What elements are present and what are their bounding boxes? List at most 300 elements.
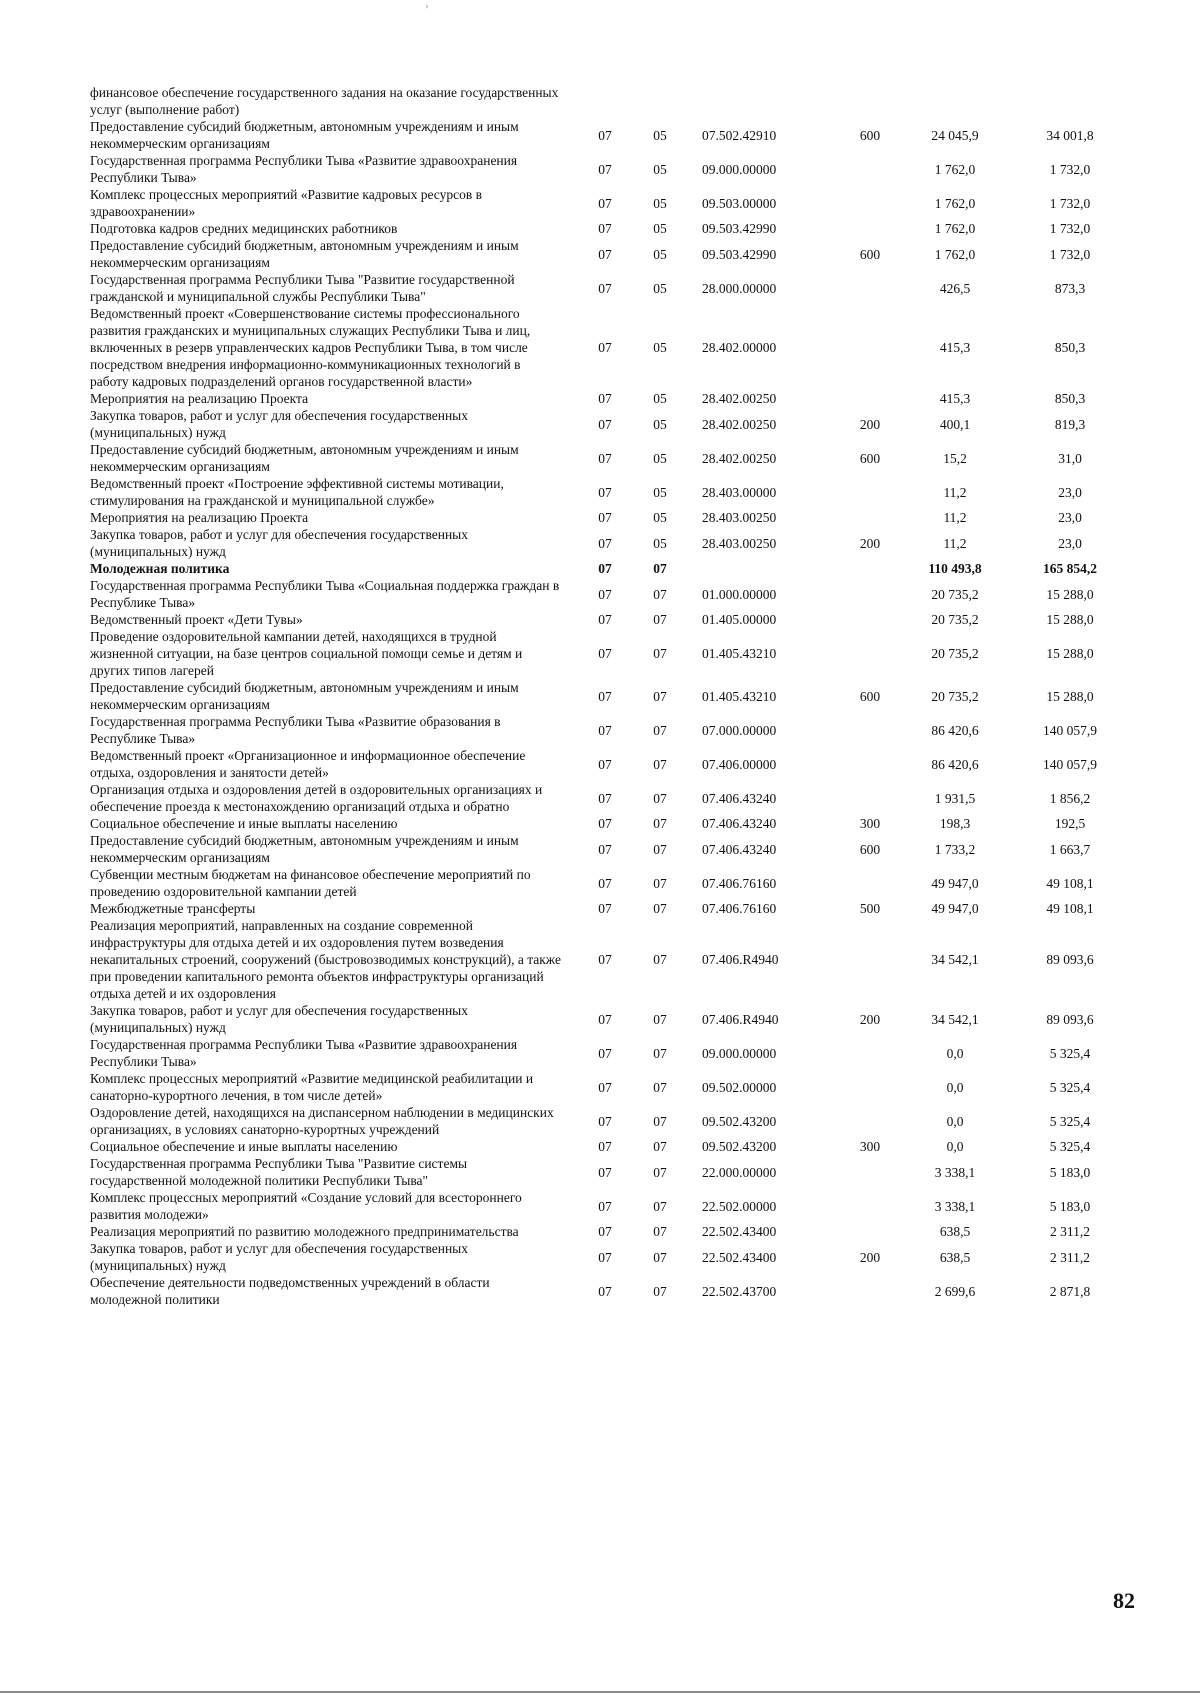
row-name: Реализация мероприятий, направленных на создание современной инфраструктуры для отдыха детей и их оздоровления путем возведения некапитальных строений, сооружений (быстровозводимых конструкций), а также при проведении капитального ремонта объектов инфраструктуры организаций отдыха детей и их оздоровления: [90, 918, 561, 1001]
section-code: 07: [598, 416, 612, 432]
table-row: [90, 475, 1130, 509]
target-article-code: 07.406.00000: [702, 756, 777, 772]
target-article-code: 28.403.00250: [702, 510, 777, 525]
row-name: Предоставление субсидий бюджетным, автономным учреждениям и иным некоммерческим организациям: [90, 833, 519, 865]
amount-year-1: 0,0: [946, 1045, 964, 1061]
subsection-code: 07: [653, 1079, 667, 1095]
target-article-code: 07.406.43240: [702, 816, 777, 831]
expense-type-code: 500: [859, 901, 881, 916]
table-row: [90, 1002, 1130, 1036]
target-article-code: 07.406.43240: [702, 841, 777, 857]
section-code: 07: [598, 612, 612, 627]
amount-year-1: [900, 84, 1010, 118]
subsection-code: 05: [653, 535, 667, 551]
row-name: Проведение оздоровительной кампании детей, находящихся в трудной жизненной ситуации, на базе центров социальной помощи семье и детям и других типов лагерей: [90, 629, 523, 678]
target-article-code: 07.406.76160: [702, 875, 777, 891]
row-name: Мероприятия на реализацию Проекта: [90, 510, 309, 525]
subsection-code: 05: [653, 510, 667, 525]
subsection-code: 07: [653, 1249, 667, 1265]
row-name: Молодежная политика: [90, 561, 230, 576]
expense-type-code: 600: [859, 450, 881, 466]
expense-type-code: [840, 390, 900, 407]
expense-type-code: [840, 305, 900, 390]
expense-type-code: [840, 917, 900, 1002]
subsection-code: 05: [653, 416, 667, 432]
target-article-code: 09.503.42990: [702, 221, 777, 236]
target-article-code: 07.406.R4940: [702, 1011, 779, 1027]
row-name: Государственная программа Республики Тыва «Развитие здравоохранения Республики Тыва»: [90, 1037, 518, 1069]
amount-year-1: 20 735,2: [931, 612, 979, 627]
amount-year-2: 5 183,0: [1049, 1198, 1091, 1214]
row-name: Закупка товаров, работ и услуг для обеспечения государственных (муниципальных) нужд: [90, 408, 469, 440]
amount-year-1: 0,0: [946, 1113, 964, 1129]
section-code: 07: [598, 586, 612, 602]
subsection-code: 07: [653, 901, 667, 916]
amount-year-2: 140 057,9: [1043, 756, 1097, 772]
target-article-code: [690, 84, 840, 118]
amount-year-2: 15 288,0: [1046, 646, 1094, 661]
subsection-code: 05: [653, 161, 667, 177]
target-article-code: 01.405.43210: [702, 646, 777, 661]
target-article-code: 09.502.00000: [702, 1079, 777, 1095]
row-name: Предоставление субсидий бюджетным, автономным учреждениям и иным некоммерческим организациям: [90, 119, 519, 151]
section-code: [580, 84, 630, 118]
amount-year-1: 1 733,2: [934, 841, 976, 857]
subsection-code: 05: [653, 195, 667, 211]
subsection-code: 07: [653, 1113, 667, 1129]
section-code: 07: [598, 246, 612, 262]
row-name: Обеспечение деятельности подведомственных учреждений в области молодежной политики: [90, 1275, 490, 1307]
table-row: [90, 1155, 1130, 1189]
target-article-code: 28.402.00250: [702, 450, 777, 466]
expense-type-code: [840, 1155, 900, 1189]
subsection-code: 07: [653, 1139, 667, 1154]
table-row: [90, 1274, 1130, 1308]
amount-year-2: 89 093,6: [1046, 952, 1094, 967]
row-name: Предоставление субсидий бюджетным, автономным учреждениям и иным некоммерческим организациям: [90, 680, 519, 712]
target-article-code: 28.000.00000: [702, 280, 777, 296]
amount-year-2: 192,5: [1054, 816, 1086, 831]
amount-year-2: 2 871,8: [1049, 1283, 1091, 1299]
row-name: Социальное обеспечение и иные выплаты населению: [90, 816, 398, 831]
row-name: Закупка товаров, работ и услуг для обеспечения государственных (муниципальных) нужд: [90, 527, 469, 559]
expense-type-code: [840, 271, 900, 305]
amount-year-1: 0,0: [946, 1139, 964, 1154]
target-article-code: 07.502.42910: [702, 127, 777, 143]
section-code: 07: [598, 195, 612, 211]
subsection-code: 07: [653, 722, 667, 738]
table-row: [90, 560, 1130, 577]
target-article-code: 22.502.00000: [702, 1198, 777, 1214]
amount-year-2: 5 325,4: [1049, 1079, 1091, 1095]
amount-year-1: 49 947,0: [931, 875, 979, 891]
amount-year-1: 3 338,1: [934, 1164, 976, 1180]
amount-year-1: 110 493,8: [928, 561, 982, 576]
expense-type-code: [840, 1189, 900, 1223]
table-row: [90, 1138, 1130, 1155]
table-row: [90, 220, 1130, 237]
section-code: 07: [598, 221, 612, 236]
section-code: 07: [598, 1164, 612, 1180]
amount-year-2: 5 325,4: [1049, 1113, 1091, 1129]
subsection-code: 07: [653, 1198, 667, 1214]
section-code: 07: [598, 391, 612, 406]
row-name: Межбюджетные трансферты: [90, 901, 256, 916]
amount-year-2: 49 108,1: [1046, 901, 1094, 916]
amount-year-1: 86 420,6: [931, 722, 979, 738]
target-article-code: 28.402.00250: [702, 416, 777, 432]
amount-year-2: 23,0: [1058, 484, 1082, 500]
table-row: [90, 526, 1130, 560]
amount-year-2: 2 311,2: [1050, 1224, 1090, 1239]
expense-type-code: [840, 560, 900, 577]
target-article-code: 09.000.00000: [702, 161, 777, 177]
expense-type-code: [840, 611, 900, 628]
amount-year-1: 415,3: [939, 391, 971, 406]
amount-year-1: 0,0: [946, 1079, 964, 1095]
table-row: [90, 866, 1130, 900]
subsection-code: 07: [653, 790, 667, 806]
row-name: Закупка товаров, работ и услуг для обеспечения государственных (муниципальных) нужд: [90, 1241, 469, 1273]
section-code: 07: [598, 561, 612, 576]
target-article-code: [690, 560, 840, 577]
amount-year-1: 24 045,9: [931, 127, 979, 143]
amount-year-2: 140 057,9: [1043, 722, 1097, 738]
expense-type-code: 300: [859, 1139, 881, 1154]
target-article-code: 09.000.00000: [702, 1045, 777, 1061]
amount-year-1: 1 762,0: [934, 195, 976, 211]
subsection-code: 05: [653, 391, 667, 406]
subsection-code: 07: [653, 952, 667, 967]
table-row: [90, 679, 1130, 713]
table-row: [90, 1036, 1130, 1070]
amount-year-1: 1 931,5: [934, 790, 976, 806]
section-code: 07: [598, 535, 612, 551]
table-row: [90, 118, 1130, 152]
section-code: 07: [598, 510, 612, 525]
row-name: Государственная программа Республики Тыва «Развитие здравоохранения Республики Тыва»: [90, 153, 518, 185]
row-name: Предоставление субсидий бюджетным, автономным учреждениям и иным некоммерческим организациям: [90, 442, 519, 474]
table-row: [90, 1070, 1130, 1104]
amount-year-2: 31,0: [1058, 450, 1082, 466]
target-article-code: 28.403.00250: [702, 535, 777, 551]
section-code: 07: [598, 875, 612, 891]
expense-type-code: [840, 1036, 900, 1070]
section-code: 07: [598, 1224, 612, 1239]
target-article-code: 28.402.00250: [702, 391, 777, 406]
amount-year-1: 400,1: [939, 416, 971, 432]
section-code: 07: [598, 1198, 612, 1214]
row-name: Оздоровление детей, находящихся на диспансерном наблюдении в медицинских организациях, в условиях санаторно-курортных учреждений: [90, 1105, 554, 1137]
amount-year-1: 20 735,2: [931, 646, 979, 661]
budget-table: [90, 84, 1130, 1308]
expense-type-code: [840, 509, 900, 526]
subsection-code: [630, 84, 690, 118]
table-row: [90, 1104, 1130, 1138]
target-article-code: 28.402.00000: [702, 340, 777, 355]
expense-type-code: 600: [859, 841, 881, 857]
expense-type-code: 600: [859, 246, 881, 262]
amount-year-2: 23,0: [1058, 510, 1082, 525]
amount-year-2: 165 854,2: [1043, 561, 1097, 576]
section-code: 07: [598, 450, 612, 466]
subsection-code: 05: [653, 246, 667, 262]
amount-year-1: 11,2: [943, 510, 967, 525]
target-article-code: 28.403.00000: [702, 484, 777, 500]
amount-year-2: 1 732,0: [1049, 246, 1091, 262]
section-code: 07: [598, 1045, 612, 1061]
expense-type-code: [840, 1274, 900, 1308]
amount-year-2: 15 288,0: [1046, 612, 1094, 627]
amount-year-2: 1 663,7: [1049, 841, 1091, 857]
expense-type-code: [840, 628, 900, 679]
row-name: Мероприятия на реализацию Проекта: [90, 391, 309, 406]
page-number: 82: [1113, 1588, 1135, 1613]
amount-year-1: 15,2: [943, 450, 967, 466]
row-name: Государственная программа Республики Тыва "Развитие системы государственной молодежной политики Республики Тыва": [90, 1156, 468, 1188]
amount-year-1: 3 338,1: [934, 1198, 976, 1214]
subsection-code: 05: [653, 340, 667, 355]
expense-type-code: [840, 1070, 900, 1104]
subsection-code: 05: [653, 484, 667, 500]
row-name: Подготовка кадров средних медицинских работников: [90, 221, 398, 236]
row-name: Государственная программа Республики Тыва "Развитие государственной гражданской и муниципальной службы Республики Тыва": [90, 272, 515, 304]
amount-year-2: 15 288,0: [1046, 688, 1094, 704]
section-code: 07: [598, 1113, 612, 1129]
row-name: Комплекс процессных мероприятий «Развитие медицинской реабилитации и санаторно-курортного лечения, в том числе детей»: [90, 1071, 534, 1103]
section-code: 07: [598, 688, 612, 704]
section-code: 07: [598, 816, 612, 831]
table-row: [90, 832, 1130, 866]
row-name: Социальное обеспечение и иные выплаты населению: [90, 1139, 398, 1154]
section-code: 07: [598, 127, 612, 143]
row-name: Организация отдыха и оздоровления детей в оздоровительных организациях и обеспечение проезда к местонахождению организаций отдыха и обратно: [90, 782, 543, 814]
expense-type-code: [840, 220, 900, 237]
budget-table-body: [90, 84, 1130, 1308]
target-article-code: 01.405.43210: [702, 688, 777, 704]
expense-type-code: [840, 1104, 900, 1138]
subsection-code: 07: [653, 646, 667, 661]
amount-year-2: 5 325,4: [1049, 1045, 1091, 1061]
expense-type-code: 200: [859, 416, 881, 432]
amount-year-1: 638,5: [939, 1224, 971, 1239]
target-article-code: 01.405.00000: [702, 612, 777, 627]
table-row: [90, 781, 1130, 815]
expense-type-code: [840, 713, 900, 747]
amount-year-2: 873,3: [1054, 280, 1086, 296]
expense-type-code: [840, 577, 900, 611]
target-article-code: 22.000.00000: [702, 1164, 777, 1180]
row-name: Комплекс процессных мероприятий «Создание условий для всестороннего развития молодежи»: [90, 1190, 522, 1222]
amount-year-1: 20 735,2: [931, 586, 979, 602]
target-article-code: 07.406.43240: [702, 790, 777, 806]
subsection-code: 05: [653, 450, 667, 466]
amount-year-2: 5 183,0: [1049, 1164, 1091, 1180]
subsection-code: 07: [653, 756, 667, 772]
target-article-code: 22.502.43700: [702, 1283, 777, 1299]
expense-type-code: 200: [859, 1249, 881, 1265]
bottom-rule: [0, 1691, 1200, 1693]
subsection-code: 05: [653, 280, 667, 296]
section-code: 07: [598, 756, 612, 772]
table-row: [90, 577, 1130, 611]
row-name: Комплекс процессных мероприятий «Развитие кадровых ресурсов в здравоохранении»: [90, 187, 482, 219]
expense-type-code: 300: [859, 816, 881, 831]
target-article-code: 07.406.76160: [702, 901, 777, 916]
section-code: 07: [598, 901, 612, 916]
row-name: финансовое обеспечение государственного задания на оказание государственных услуг (выполнение работ): [90, 85, 559, 117]
subsection-code: 05: [653, 127, 667, 143]
amount-year-1: 34 542,1: [931, 952, 979, 967]
expense-type-code: [840, 747, 900, 781]
section-code: 07: [598, 790, 612, 806]
table-row: [90, 237, 1130, 271]
target-article-code: 22.502.43400: [702, 1224, 777, 1239]
subsection-code: 07: [653, 1224, 667, 1239]
row-name: Ведомственный проект «Совершенствование системы профессионального развития гражданских и муниципальных служащих Республики Тыва и лиц, включенных в резерв управленческих кадров Республики Тыва, в том числе посредством внедрения информационно-коммуникационных технологий в работу кадровых подразделений органов государственной власти»: [90, 306, 531, 389]
expense-type-code: [840, 152, 900, 186]
table-row: [90, 713, 1130, 747]
subsection-code: 07: [653, 688, 667, 704]
amount-year-1: 1 762,0: [934, 161, 976, 177]
table-row: [90, 271, 1130, 305]
table-row: [90, 441, 1130, 475]
table-row: [90, 305, 1130, 390]
amount-year-1: 1 762,0: [934, 246, 976, 262]
table-row: [90, 186, 1130, 220]
amount-year-2: 1 732,0: [1049, 221, 1091, 236]
section-code: 07: [598, 1139, 612, 1154]
table-row: [90, 917, 1130, 1002]
row-name: Ведомственный проект «Построение эффективной системы мотивации, стимулирования на гражданской и муниципальной службе»: [90, 476, 504, 508]
amount-year-1: 2 699,6: [934, 1283, 976, 1299]
table-row: [90, 152, 1130, 186]
subsection-code: 07: [653, 1011, 667, 1027]
target-article-code: 22.502.43400: [702, 1249, 777, 1265]
table-row: [90, 84, 1130, 118]
table-row: [90, 407, 1130, 441]
target-article-code: 07.406.R4940: [702, 952, 779, 967]
expense-type-code: [840, 1223, 900, 1240]
amount-year-2: 850,3: [1054, 391, 1086, 406]
expense-type-code: 200: [859, 1011, 881, 1027]
table-row: [90, 1189, 1130, 1223]
section-code: 07: [598, 722, 612, 738]
scan-mark: ›: [425, 0, 429, 12]
table-row: [90, 747, 1130, 781]
amount-year-1: 49 947,0: [931, 901, 979, 916]
subsection-code: 07: [653, 816, 667, 831]
expense-type-code: [840, 866, 900, 900]
amount-year-2: 15 288,0: [1046, 586, 1094, 602]
section-code: 07: [598, 646, 612, 661]
amount-year-1: 198,3: [939, 816, 971, 831]
table-row: [90, 611, 1130, 628]
target-article-code: 09.503.42990: [702, 246, 777, 262]
amount-year-1: 34 542,1: [931, 1011, 979, 1027]
row-name: Предоставление субсидий бюджетным, автономным учреждениям и иным некоммерческим организациям: [90, 238, 519, 270]
expense-type-code: 600: [859, 127, 881, 143]
target-article-code: 09.502.43200: [702, 1113, 777, 1129]
row-name: Государственная программа Республики Тыва «Развитие образования в Республике Тыва»: [90, 714, 501, 746]
amount-year-2: 23,0: [1058, 535, 1082, 551]
expense-type-code: 600: [859, 688, 881, 704]
section-code: 07: [598, 484, 612, 500]
target-article-code: 09.503.00000: [702, 195, 777, 211]
amount-year-2: 1 732,0: [1049, 161, 1091, 177]
subsection-code: 07: [653, 841, 667, 857]
expense-type-code: [840, 781, 900, 815]
section-code: 07: [598, 1079, 612, 1095]
section-code: 07: [598, 340, 612, 355]
section-code: 07: [598, 1011, 612, 1027]
row-name: Ведомственный проект «Организационное и информационное обеспечение отдыха, оздоровления и занятости детей»: [90, 748, 526, 780]
subsection-code: 07: [653, 1283, 667, 1299]
row-name: Государственная программа Республики Тыва «Социальная поддержка граждан в Республике Тыва»: [90, 578, 560, 610]
table-row: [90, 628, 1130, 679]
row-name: Закупка товаров, работ и услуг для обеспечения государственных (муниципальных) нужд: [90, 1003, 469, 1035]
row-name: Реализация мероприятий по развитию молодежного предпринимательства: [90, 1224, 519, 1239]
amount-year-1: 11,2: [943, 484, 967, 500]
table-row: [90, 900, 1130, 917]
amount-year-2: 49 108,1: [1046, 875, 1094, 891]
expense-type-code: [840, 475, 900, 509]
amount-year-2: 2 311,2: [1050, 1249, 1090, 1265]
subsection-code: 07: [653, 561, 667, 576]
amount-year-1: 86 420,6: [931, 756, 979, 772]
section-code: 07: [598, 1249, 612, 1265]
subsection-code: 07: [653, 586, 667, 602]
expense-type-code: [840, 186, 900, 220]
amount-year-2: 850,3: [1054, 340, 1086, 355]
amount-year-2: 1 856,2: [1049, 790, 1091, 806]
row-name: Ведомственный проект «Дети Тувы»: [90, 612, 303, 627]
expense-type-code: 200: [859, 535, 881, 551]
subsection-code: 07: [653, 1045, 667, 1061]
amount-year-2: 1 732,0: [1049, 195, 1091, 211]
amount-year-1: 638,5: [939, 1249, 971, 1265]
amount-year-2: [1010, 84, 1130, 118]
section-code: 07: [598, 1283, 612, 1299]
table-row: [90, 390, 1130, 407]
target-article-code: 01.000.00000: [702, 586, 777, 602]
amount-year-2: 5 325,4: [1049, 1139, 1091, 1154]
table-row: [90, 1240, 1130, 1274]
subsection-code: 05: [653, 221, 667, 236]
table-row: [90, 1223, 1130, 1240]
target-article-code: 07.000.00000: [702, 722, 777, 738]
section-code: 07: [598, 841, 612, 857]
target-article-code: 09.502.43200: [702, 1139, 777, 1154]
section-code: 07: [598, 161, 612, 177]
subsection-code: 07: [653, 612, 667, 627]
section-code: 07: [598, 952, 612, 967]
amount-year-1: 426,5: [939, 280, 971, 296]
expense-type-code: [840, 84, 900, 118]
amount-year-1: 1 762,0: [934, 221, 976, 236]
amount-year-2: 89 093,6: [1046, 1011, 1094, 1027]
amount-year-1: 11,2: [943, 535, 967, 551]
section-code: 07: [598, 280, 612, 296]
subsection-code: 07: [653, 875, 667, 891]
subsection-code: 07: [653, 1164, 667, 1180]
amount-year-1: 20 735,2: [931, 688, 979, 704]
amount-year-2: 34 001,8: [1046, 127, 1094, 143]
table-row: [90, 509, 1130, 526]
row-name: Субвенции местным бюджетам на финансовое обеспечение мероприятий по проведению оздоровительной кампании детей: [90, 867, 531, 899]
amount-year-2: 819,3: [1054, 416, 1086, 432]
amount-year-1: 415,3: [939, 340, 971, 355]
